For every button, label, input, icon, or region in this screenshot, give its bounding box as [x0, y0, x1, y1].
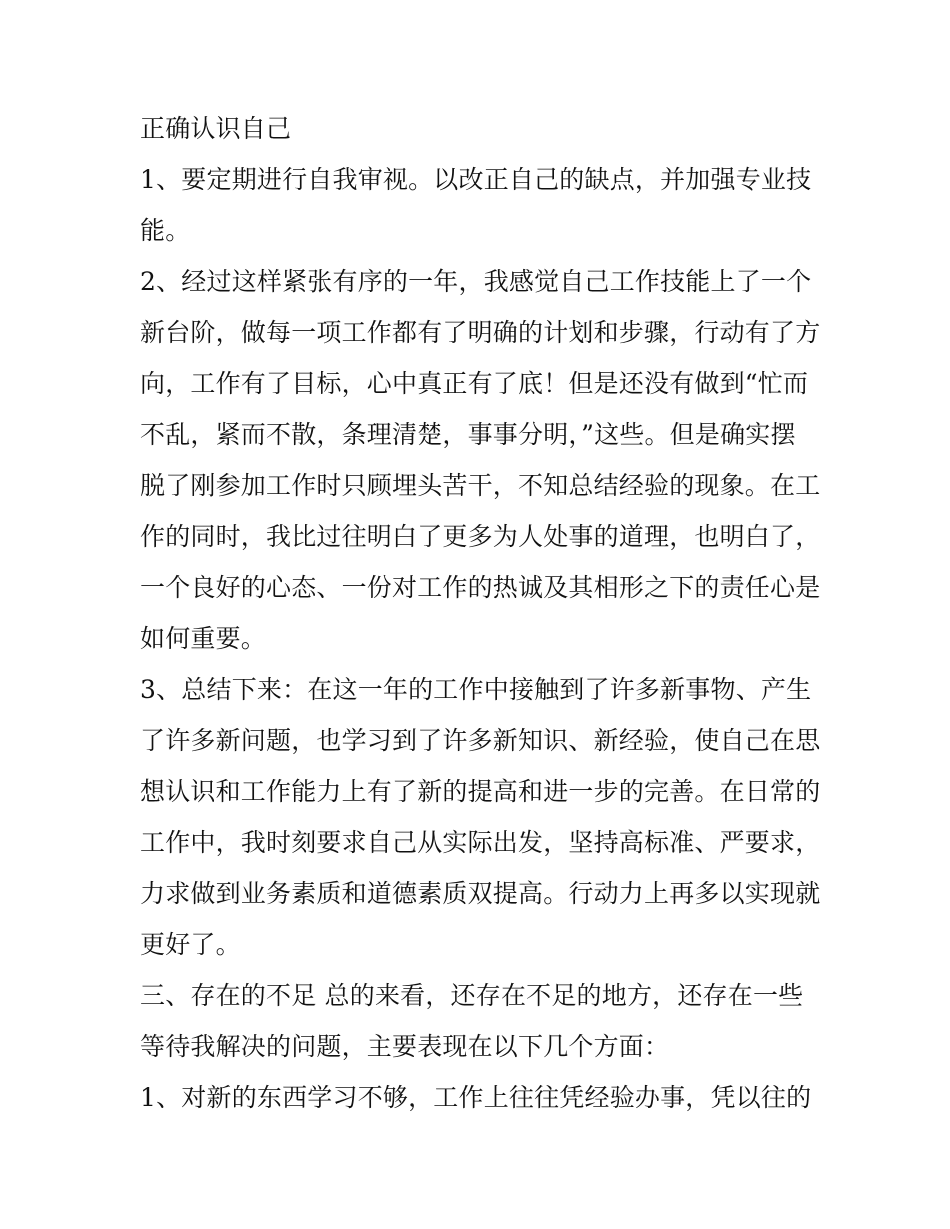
text-line: 正确认识自己: [140, 114, 292, 143]
text-line: 新台阶，做每一项工作都有了明确的计划和步骤，行动有了方: [140, 318, 821, 347]
text-line: 力求做到业务素质和道德素质双提高。行动力上再多以实现就: [140, 879, 821, 908]
text-line: 一个良好的心态、一份对工作的热诚及其相形之下的责任心是: [140, 573, 821, 602]
text-line: 想认识和工作能力上有了新的提高和进一步的完善。在日常的: [140, 777, 821, 806]
text-line: 作的同时，我比过往明白了更多为人处事的道理，也明白了，: [140, 522, 821, 551]
text-line: 更好了。: [140, 930, 241, 959]
text-line: 不乱，紧而不散，条理清楚，事事分明，”这些。但是确实摆: [140, 420, 796, 449]
text-line: 工作中，我时刻要求自己从实际出发，坚持高标准、严要求，: [140, 828, 821, 857]
document-body: [140, 103, 830, 1123]
text-line: 等待我解决的问题，主要表现在以下几个方面：: [140, 1032, 670, 1061]
text-line: 1、对新的东西学习不够，工作上往往凭经验办事，凭以往的: [140, 1083, 812, 1112]
text-line: 能。: [140, 216, 191, 245]
text-line: 如何重要。: [140, 624, 267, 653]
text-line: 向，工作有了目标，心中真正有了底！但是还没有做到“忙而: [140, 369, 809, 398]
text-line: 了许多新问题，也学习到了许多新知识、新经验，使自己在思: [140, 726, 821, 755]
text-line: 1、要定期进行自我审视。以改正自己的缺点，并加强专业技: [140, 165, 812, 194]
text-line: 脱了刚参加工作时只顾埋头苦干，不知总结经验的现象。在工: [140, 471, 821, 500]
text-line: 2、经过这样紧张有序的一年，我感觉自己工作技能上了一个: [140, 267, 812, 296]
text-line: 三、存在的不足 总的来看，还存在不足的地方，还存在一些: [140, 981, 804, 1010]
text-line: 3、总结下来：在这一年的工作中接触到了许多新事物、产生: [140, 675, 812, 704]
